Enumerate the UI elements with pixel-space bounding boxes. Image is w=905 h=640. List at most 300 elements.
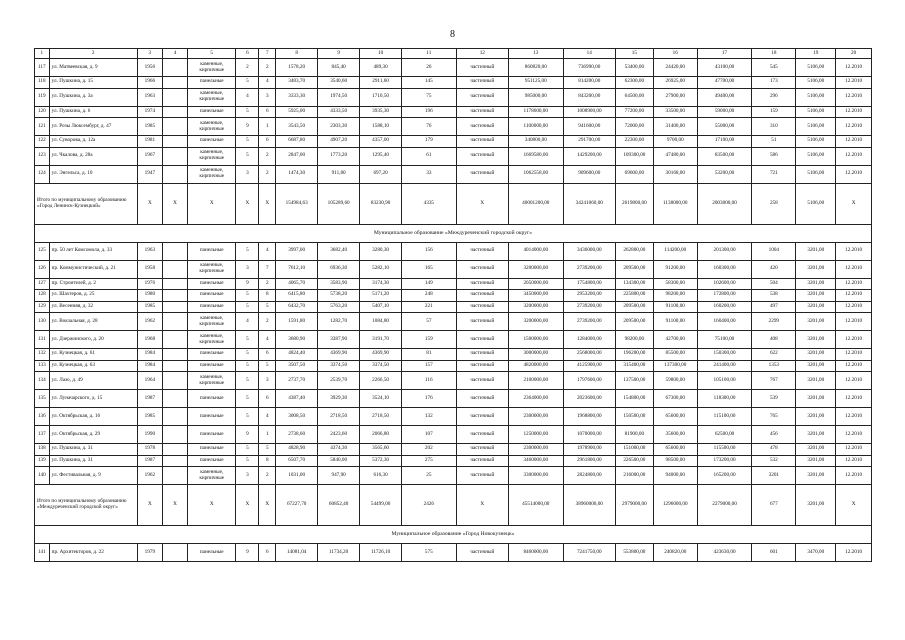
cell-col-15: 81900,00 — [615, 426, 653, 444]
cell-col-1: 141 — [35, 544, 50, 562]
cell-col-12: частичный — [456, 278, 508, 290]
cell-col-2: пр. Строителей, д. 2 — [49, 278, 137, 290]
cell-col-9: 11734,20 — [318, 544, 360, 562]
cell-col-1: 130 — [35, 313, 50, 331]
cell-col-17: 160200,00 — [697, 301, 752, 313]
table-row — [35, 408, 872, 426]
column-number-18: 18 — [752, 49, 796, 59]
cell-col-3: 1990 — [137, 426, 162, 444]
cell-col-19: 3201,00 — [796, 242, 836, 260]
cell-col-6: 9 — [236, 544, 259, 562]
cell-col-7: 7 — [259, 260, 276, 278]
cell-col-15: 216000,00 — [615, 467, 653, 485]
total-col-11: 4335 — [402, 183, 457, 224]
cell-col-12: частичный — [456, 147, 508, 165]
cell-col-9: 4369,90 — [318, 349, 360, 361]
cell-col-9: 3387,90 — [318, 331, 360, 349]
cell-col-17: 83500,00 — [697, 147, 752, 165]
column-number-8: 8 — [276, 49, 318, 59]
cell-col-13: 8460000,00 — [509, 544, 564, 562]
cell-col-14: 2568000,00 — [563, 349, 615, 361]
cell-col-16: 91100,00 — [653, 313, 697, 331]
cell-col-13: 3460000,00 — [509, 455, 564, 467]
cell-col-11: 159 — [402, 331, 457, 349]
cell-col-14: 843200,00 — [563, 88, 615, 106]
cell-col-14: 2739200,00 — [563, 260, 615, 278]
cell-col-18: 601 — [752, 544, 796, 562]
cell-col-3: 1985 — [137, 408, 162, 426]
table-row — [35, 290, 872, 302]
cell-col-11: 149 — [402, 278, 457, 290]
cell-col-18: 456 — [752, 426, 796, 444]
cell-col-18: 538 — [752, 290, 796, 302]
cell-col-1: 132 — [35, 349, 50, 361]
cell-col-4 — [162, 290, 187, 302]
cell-col-14: 4125900,00 — [563, 360, 615, 372]
cell-col-8: 6507,70 — [276, 455, 318, 467]
cell-col-11: 25 — [402, 467, 457, 485]
cell-col-7: 6 — [259, 106, 276, 118]
cell-col-9: 3929,30 — [318, 390, 360, 408]
cell-col-19: 3201,00 — [796, 313, 836, 331]
cell-col-13: 2100000,00 — [509, 372, 564, 390]
cell-col-8: 4828,90 — [276, 444, 318, 456]
cell-col-20: 12.2010 — [836, 544, 872, 562]
cell-col-15: 209500,00 — [615, 313, 653, 331]
cell-col-3: 1947 — [137, 165, 162, 183]
cell-col-11: 33 — [402, 165, 457, 183]
total-col-5: X — [188, 485, 236, 526]
total-col-9: 60852,40 — [318, 485, 360, 526]
cell-col-2: ул. Пушкина, д. 6 — [49, 106, 137, 118]
cell-col-20: 12.2010 — [836, 147, 872, 165]
cell-col-8: 3680,90 — [276, 331, 318, 349]
cell-col-12: частичный — [456, 444, 508, 456]
section-title: Муниципальное образование «Междуреченский городской округ» — [35, 224, 872, 242]
total-label: Итого по муниципальному образованию «Город Ленинск-Кузнецкий» — [35, 183, 138, 224]
cell-col-17: 59000,00 — [697, 106, 752, 118]
cell-col-19: 3201,00 — [796, 390, 836, 408]
cell-col-9: 2423,60 — [318, 426, 360, 444]
cell-col-11: 196 — [402, 106, 457, 118]
cell-col-3: 1963 — [137, 88, 162, 106]
cell-col-10: 5171,20 — [360, 290, 402, 302]
housing-repair-table — [34, 48, 872, 562]
cell-col-1: 126 — [35, 260, 50, 278]
cell-col-15: 134300,00 — [615, 278, 653, 290]
column-number-20: 20 — [836, 49, 872, 59]
cell-col-3: 1958 — [137, 260, 162, 278]
cell-col-20: 12.2010 — [836, 278, 872, 290]
total-col-5: X — [188, 183, 236, 224]
cell-col-7: 8 — [259, 455, 276, 467]
cell-col-18: 408 — [752, 331, 796, 349]
total-col-14: 34241060,00 — [563, 183, 615, 224]
total-col-17: 2279000,00 — [697, 485, 752, 526]
cell-col-14: 2739200,00 — [563, 313, 615, 331]
column-number-4: 4 — [162, 49, 187, 59]
cell-col-4 — [162, 301, 187, 313]
cell-col-3: 1987 — [137, 455, 162, 467]
cell-col-19: 3201,00 — [796, 290, 836, 302]
cell-col-18: 51 — [752, 136, 796, 148]
cell-col-12: частичный — [456, 59, 508, 77]
cell-col-16: 59800,00 — [653, 372, 697, 390]
column-number-12: 12 — [456, 49, 508, 59]
total-col-8: 67227,70 — [276, 485, 318, 526]
cell-col-3: 1984 — [137, 349, 162, 361]
total-col-15: 2619800,00 — [615, 183, 653, 224]
cell-col-1: 127 — [35, 278, 50, 290]
cell-col-19: 3201,00 — [796, 260, 836, 278]
total-label: Итого по муниципальному образованию «Междуреченский городской округ» — [35, 485, 138, 526]
cell-col-12: частичный — [456, 290, 508, 302]
cell-col-11: 26 — [402, 59, 457, 77]
cell-col-10: 5372,30 — [360, 455, 402, 467]
cell-col-1: 124 — [35, 165, 50, 183]
page-number: 8 — [450, 29, 455, 40]
cell-col-7: 5 — [259, 360, 276, 372]
cell-col-18: 1353 — [752, 360, 796, 372]
cell-col-5: каменные, кирпичные — [188, 372, 236, 390]
cell-col-4 — [162, 136, 187, 148]
cell-col-14: 1797600,00 — [563, 372, 615, 390]
cell-col-10: 5407,10 — [360, 301, 402, 313]
cell-col-11: 61 — [402, 147, 457, 165]
cell-col-17: 17100,00 — [697, 136, 752, 148]
column-number-3: 3 — [137, 49, 162, 59]
column-number-19: 19 — [796, 49, 836, 59]
cell-col-3: 1984 — [137, 360, 162, 372]
cell-col-2: ул. Дзержинского, д. 20 — [49, 331, 137, 349]
cell-col-2: ул. Вокзальная, д. 28 — [49, 313, 137, 331]
cell-col-5: каменные, кирпичные — [188, 118, 236, 136]
cell-col-10: 2266,50 — [360, 372, 402, 390]
cell-col-9: 3682,40 — [318, 242, 360, 260]
cell-col-18: 539 — [752, 390, 796, 408]
cell-col-6: 4 — [236, 313, 259, 331]
cell-col-4 — [162, 59, 187, 77]
cell-col-3: 1967 — [137, 147, 162, 165]
cell-col-16: 31400,00 — [653, 118, 697, 136]
cell-col-1: 120 — [35, 106, 50, 118]
cell-col-4 — [162, 278, 187, 290]
cell-col-20: 12.2010 — [836, 467, 872, 485]
cell-col-10: 1710,50 — [360, 88, 402, 106]
cell-col-3: 1985 — [137, 301, 162, 313]
cell-col-16: 58300,00 — [653, 278, 697, 290]
cell-col-11: 81 — [402, 349, 457, 361]
cell-col-19: 3201,00 — [796, 349, 836, 361]
table-row — [35, 360, 872, 372]
cell-col-6: 5 — [236, 360, 259, 372]
cell-col-8: 4824,40 — [276, 349, 318, 361]
cell-col-14: 2824800,00 — [563, 467, 615, 485]
section-title-row — [35, 224, 872, 242]
cell-col-14: 1968800,00 — [563, 408, 615, 426]
cell-col-15: 196200,00 — [615, 349, 653, 361]
cell-col-4 — [162, 544, 187, 562]
cell-col-19: 3201,00 — [796, 444, 836, 456]
cell-col-20: 12.2010 — [836, 408, 872, 426]
cell-col-4 — [162, 331, 187, 349]
cell-col-2: ул. Пушкина, д. 15 — [49, 77, 137, 89]
cell-col-9: 3540,60 — [318, 77, 360, 89]
table-row — [35, 118, 872, 136]
cell-col-10: 616,30 — [360, 467, 402, 485]
cell-col-16: 137300,00 — [653, 360, 697, 372]
cell-col-9: 5763,20 — [318, 301, 360, 313]
cell-col-10: 2066,80 — [360, 426, 402, 444]
cell-col-17: 47700,00 — [697, 77, 752, 89]
cell-col-8: 2847,00 — [276, 147, 318, 165]
cell-col-15: 98200,00 — [615, 331, 653, 349]
total-col-20: X — [836, 485, 872, 526]
cell-col-3: 1978 — [137, 444, 162, 456]
cell-col-5: панельные — [188, 106, 236, 118]
cell-col-10: 697,20 — [360, 165, 402, 183]
cell-col-20: 12.2010 — [836, 444, 872, 456]
cell-col-8: 3507,50 — [276, 360, 318, 372]
cell-col-8: 1578,20 — [276, 59, 318, 77]
cell-col-5: каменные, кирпичные — [188, 331, 236, 349]
cell-col-5: каменные, кирпичные — [188, 260, 236, 278]
cell-col-18: 545 — [752, 59, 796, 77]
cell-col-11: 57 — [402, 313, 457, 331]
cell-col-17: 62500,00 — [697, 426, 752, 444]
cell-col-8: 1474,30 — [276, 165, 318, 183]
cell-col-15: 262800,00 — [615, 242, 653, 260]
cell-col-5: панельные — [188, 349, 236, 361]
column-number-15: 15 — [615, 49, 653, 59]
cell-col-5: каменные, кирпичные — [188, 88, 236, 106]
cell-col-19: 5106,00 — [796, 118, 836, 136]
cell-col-17: 115100,00 — [697, 408, 752, 426]
cell-col-1: 129 — [35, 301, 50, 313]
cell-col-15: 226500,00 — [615, 455, 653, 467]
cell-col-9: 3374,50 — [318, 360, 360, 372]
total-row — [35, 485, 872, 526]
cell-col-8: 3997,00 — [276, 242, 318, 260]
table-row — [35, 165, 872, 183]
total-col-7: X — [259, 183, 276, 224]
cell-col-18: 159 — [752, 106, 796, 118]
cell-col-1: 134 — [35, 372, 50, 390]
cell-col-3: 1968 — [137, 331, 162, 349]
cell-col-13: 2300000,00 — [509, 408, 564, 426]
cell-col-7: 4 — [259, 242, 276, 260]
cell-col-10: 3191,70 — [360, 331, 402, 349]
cell-col-16: 85500,00 — [653, 349, 697, 361]
cell-col-5: панельные — [188, 360, 236, 372]
column-number-11: 11 — [402, 49, 457, 59]
cell-col-4 — [162, 408, 187, 426]
cell-col-7: 6 — [259, 349, 276, 361]
cell-col-10: 3280,30 — [360, 242, 402, 260]
table-row — [35, 544, 872, 562]
cell-col-6: 5 — [236, 147, 259, 165]
cell-col-6: 5 — [236, 455, 259, 467]
cell-col-20: 12.2010 — [836, 313, 872, 331]
cell-col-12: частичный — [456, 360, 508, 372]
cell-col-12: частичный — [456, 455, 508, 467]
cell-col-4 — [162, 426, 187, 444]
cell-col-1: 135 — [35, 390, 50, 408]
cell-col-17: 53200,00 — [697, 165, 752, 183]
cell-col-5: панельные — [188, 77, 236, 89]
cell-col-11: 202 — [402, 444, 457, 456]
cell-col-15: 72000,00 — [615, 118, 653, 136]
total-col-16: 1296000,00 — [653, 485, 697, 526]
table-row — [35, 242, 872, 260]
cell-col-8: 3483,70 — [276, 77, 318, 89]
cell-col-7: 5 — [259, 301, 276, 313]
cell-col-9: 2303,30 — [318, 118, 360, 136]
cell-col-8: 3008,50 — [276, 408, 318, 426]
cell-col-18: 3201 — [752, 467, 796, 485]
cell-col-15: 53400,00 — [615, 59, 653, 77]
cell-col-4 — [162, 455, 187, 467]
cell-col-10: 2911,60 — [360, 77, 402, 89]
section-title: Муниципальное образование «Город Новокузнецк» — [35, 526, 872, 544]
cell-col-20: 12.2010 — [836, 242, 872, 260]
cell-col-2: ул. Энгельса, д. 10 — [49, 165, 137, 183]
cell-col-18: 532 — [752, 455, 796, 467]
cell-col-6: 2 — [236, 59, 259, 77]
cell-col-13: 3200000,00 — [509, 260, 564, 278]
cell-col-1: 133 — [35, 360, 50, 372]
cell-col-14: 7241750,00 — [563, 544, 615, 562]
cell-col-2: ул. Октябрьская, д. 16 — [49, 408, 137, 426]
cell-col-6: 5 — [236, 301, 259, 313]
cell-col-3: 1980 — [137, 290, 162, 302]
cell-col-9: 5840,00 — [318, 455, 360, 467]
total-col-11: 2426 — [402, 485, 457, 526]
cell-col-14: 1754800,00 — [563, 278, 615, 290]
cell-col-12: частичный — [456, 372, 508, 390]
cell-col-15: 209500,00 — [615, 260, 653, 278]
cell-col-8: 3333,30 — [276, 88, 318, 106]
cell-col-17: 423630,00 — [697, 544, 752, 562]
total-col-7: X — [259, 485, 276, 526]
cell-col-4 — [162, 349, 187, 361]
cell-col-14: 941600,00 — [563, 118, 615, 136]
cell-col-19: 5106,00 — [796, 59, 836, 77]
cell-col-4 — [162, 260, 187, 278]
cell-col-18: 504 — [752, 278, 796, 290]
cell-col-17: 201300,00 — [697, 242, 752, 260]
cell-col-16: 65600,00 — [653, 408, 697, 426]
cell-col-10: 4357,00 — [360, 136, 402, 148]
cell-col-20: 12.2010 — [836, 59, 872, 77]
table-row — [35, 372, 872, 390]
cell-col-7: 2 — [259, 147, 276, 165]
cell-col-16: 42700,00 — [653, 331, 697, 349]
cell-col-14: 291700,00 — [563, 136, 615, 148]
cell-col-15: 22300,00 — [615, 136, 653, 148]
cell-col-6: 5 — [236, 408, 259, 426]
cell-col-16: 27900,00 — [653, 88, 697, 106]
cell-col-6: 5 — [236, 331, 259, 349]
cell-col-18: 765 — [752, 408, 796, 426]
table-row — [35, 88, 872, 106]
cell-col-11: 145 — [402, 77, 457, 89]
cell-col-16: 47480,00 — [653, 147, 697, 165]
cell-col-6: 5 — [236, 242, 259, 260]
column-number-16: 16 — [653, 49, 697, 59]
cell-col-19: 3201,00 — [796, 372, 836, 390]
cell-col-16: 240820,00 — [653, 544, 697, 562]
total-col-9: 105289,60 — [318, 183, 360, 224]
cell-col-12: частичный — [456, 313, 508, 331]
cell-col-13: 3300000,00 — [509, 467, 564, 485]
cell-col-12: частичный — [456, 467, 508, 485]
cell-col-4 — [162, 467, 187, 485]
cell-col-12: частичный — [456, 301, 508, 313]
cell-col-11: 76 — [402, 118, 457, 136]
cell-col-7: 4 — [259, 408, 276, 426]
cell-col-2: ул. Октябрьская, д. 29 — [49, 426, 137, 444]
cell-col-11: 157 — [402, 360, 457, 372]
cell-col-19: 3201,00 — [796, 455, 836, 467]
cell-col-14: 814200,00 — [563, 77, 615, 89]
cell-col-16: 94000,00 — [653, 467, 697, 485]
cell-col-1: 121 — [35, 118, 50, 136]
cell-col-9: 845,40 — [318, 59, 360, 77]
cell-col-20: 12.2010 — [836, 77, 872, 89]
cell-col-17: 55000,00 — [697, 118, 752, 136]
cell-col-17: 165200,00 — [697, 467, 752, 485]
cell-col-7: 2 — [259, 467, 276, 485]
column-number-5: 5 — [188, 49, 236, 59]
table-row — [35, 467, 872, 485]
total-col-4: X — [162, 183, 187, 224]
cell-col-15: 77200,00 — [615, 106, 653, 118]
cell-col-3: 1981 — [137, 136, 162, 148]
cell-col-3: 1985 — [137, 118, 162, 136]
cell-col-10: 1295,40 — [360, 147, 402, 165]
cell-col-3: 1962 — [137, 313, 162, 331]
cell-col-18: 2299 — [752, 313, 796, 331]
cell-col-20: 12.2010 — [836, 331, 872, 349]
cell-col-20: 12.2010 — [836, 290, 872, 302]
cell-col-15: 64500,00 — [615, 88, 653, 106]
cell-col-12: частичный — [456, 408, 508, 426]
total-col-13: 40001200,00 — [509, 183, 564, 224]
cell-col-19: 3201,00 — [796, 278, 836, 290]
cell-col-12: частичный — [456, 390, 508, 408]
cell-col-7: 2 — [259, 59, 276, 77]
total-col-19: 5106,00 — [796, 183, 836, 224]
cell-col-9: 1282,70 — [318, 313, 360, 331]
total-col-4: X — [162, 485, 187, 526]
cell-col-3: 1976 — [137, 278, 162, 290]
table-row — [35, 349, 872, 361]
table-row — [35, 147, 872, 165]
cell-col-5: каменные, кирпичные — [188, 165, 236, 183]
cell-col-6: 5 — [236, 444, 259, 456]
cell-col-15: 151000,00 — [615, 444, 653, 456]
cell-col-17: 172800,00 — [697, 290, 752, 302]
cell-col-12: частичный — [456, 165, 508, 183]
cell-col-16: 114200,00 — [653, 242, 697, 260]
cell-col-20: 12.2010 — [836, 360, 872, 372]
cell-col-1: 136 — [35, 408, 50, 426]
cell-col-15: 553800,00 — [615, 544, 653, 562]
total-col-17: 2003000,00 — [697, 183, 752, 224]
cell-col-3: 1979 — [137, 544, 162, 562]
cell-col-19: 5106,00 — [796, 147, 836, 165]
